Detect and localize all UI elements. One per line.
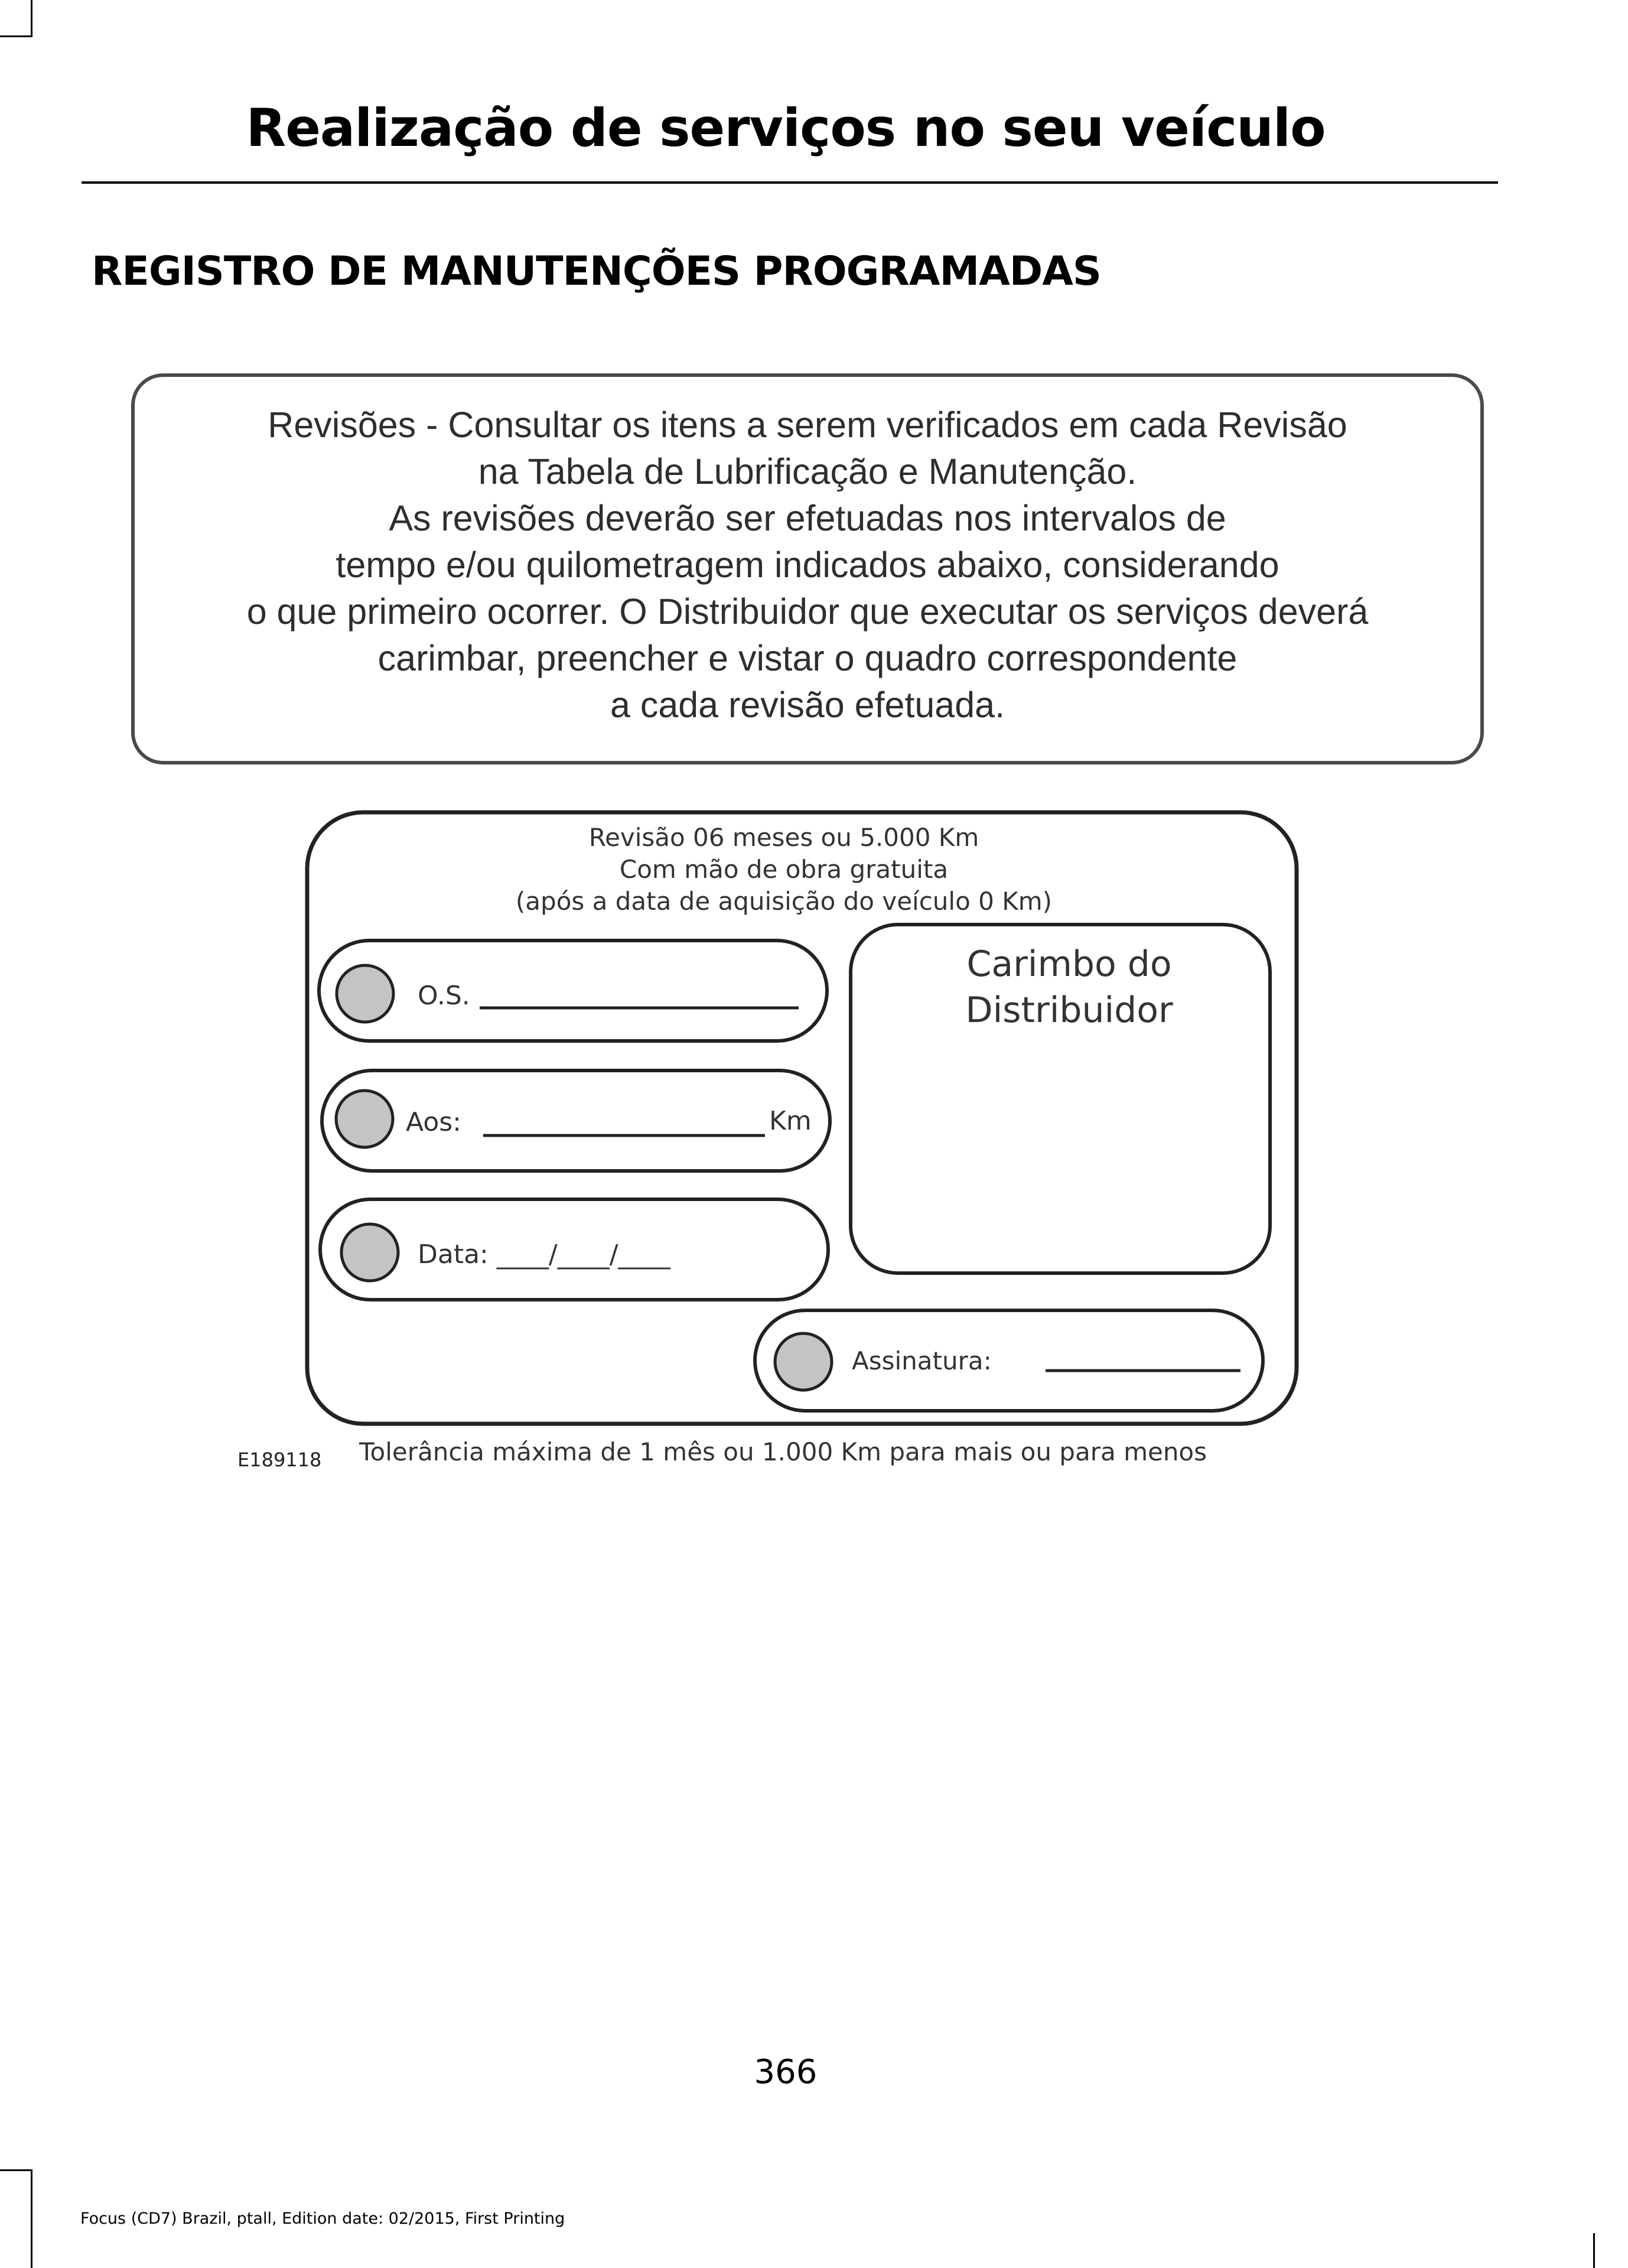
notice-line: a cada revisão efetuada. (610, 685, 1005, 725)
os-field-frame (319, 941, 827, 1041)
notice-line: tempo e/ou quilometragem indicados abaixo, considerando (336, 545, 1279, 585)
image-code: E189118 (237, 1449, 322, 1471)
card-title-line: Com mão de obra gratuita (619, 855, 949, 884)
page-number: 366 (754, 2053, 818, 2091)
signature-label: Assinatura: (852, 1346, 992, 1375)
os-marker-circle (337, 965, 393, 1022)
notice-line: carimbar, preencher e vistar o quadro correspondente (377, 638, 1238, 678)
section-heading: REGISTRO DE MANUTENÇÕES PROGRAMADAS (92, 248, 1101, 295)
edition-footer: Focus (CD7) Brazil, ptall, Edition date: 02/2015, First Printing (80, 2210, 565, 2228)
card-title-line: Revisão 06 meses ou 5.000 Km (588, 823, 979, 852)
page-title: Realização de serviços no seu veículo (246, 97, 1326, 158)
notice-line: na Tabela de Lubrificação e Manutenção. (478, 451, 1137, 492)
notice-line: As revisões deverão ser efetuadas nos intervalos de (389, 498, 1226, 538)
km-field-frame (322, 1070, 830, 1171)
km-marker-circle (336, 1091, 393, 1147)
signature-marker-circle (775, 1333, 832, 1390)
notice-line: Revisões - Consultar os itens a serem verificados em cada Revisão (268, 405, 1347, 445)
tolerance-note: Tolerância máxima de 1 mês ou 1.000 Km para mais ou para menos (359, 1437, 1207, 1466)
os-label: O.S. (418, 981, 470, 1011)
stamp-label-line: Distribuidor (965, 990, 1173, 1031)
aos-label: Aos: (406, 1107, 461, 1137)
km-unit-label: Km (769, 1106, 812, 1136)
stamp-label-line: Carimbo do (966, 943, 1172, 985)
date-marker-circle (341, 1224, 398, 1281)
notice-line: o que primeiro ocorrer. O Distribuidor que executar os serviços deverá (246, 591, 1369, 632)
card-title-line: (após a data de aquisição do veículo 0 Km) (515, 887, 1053, 916)
date-label: Data: ____/____/____ (418, 1239, 670, 1270)
